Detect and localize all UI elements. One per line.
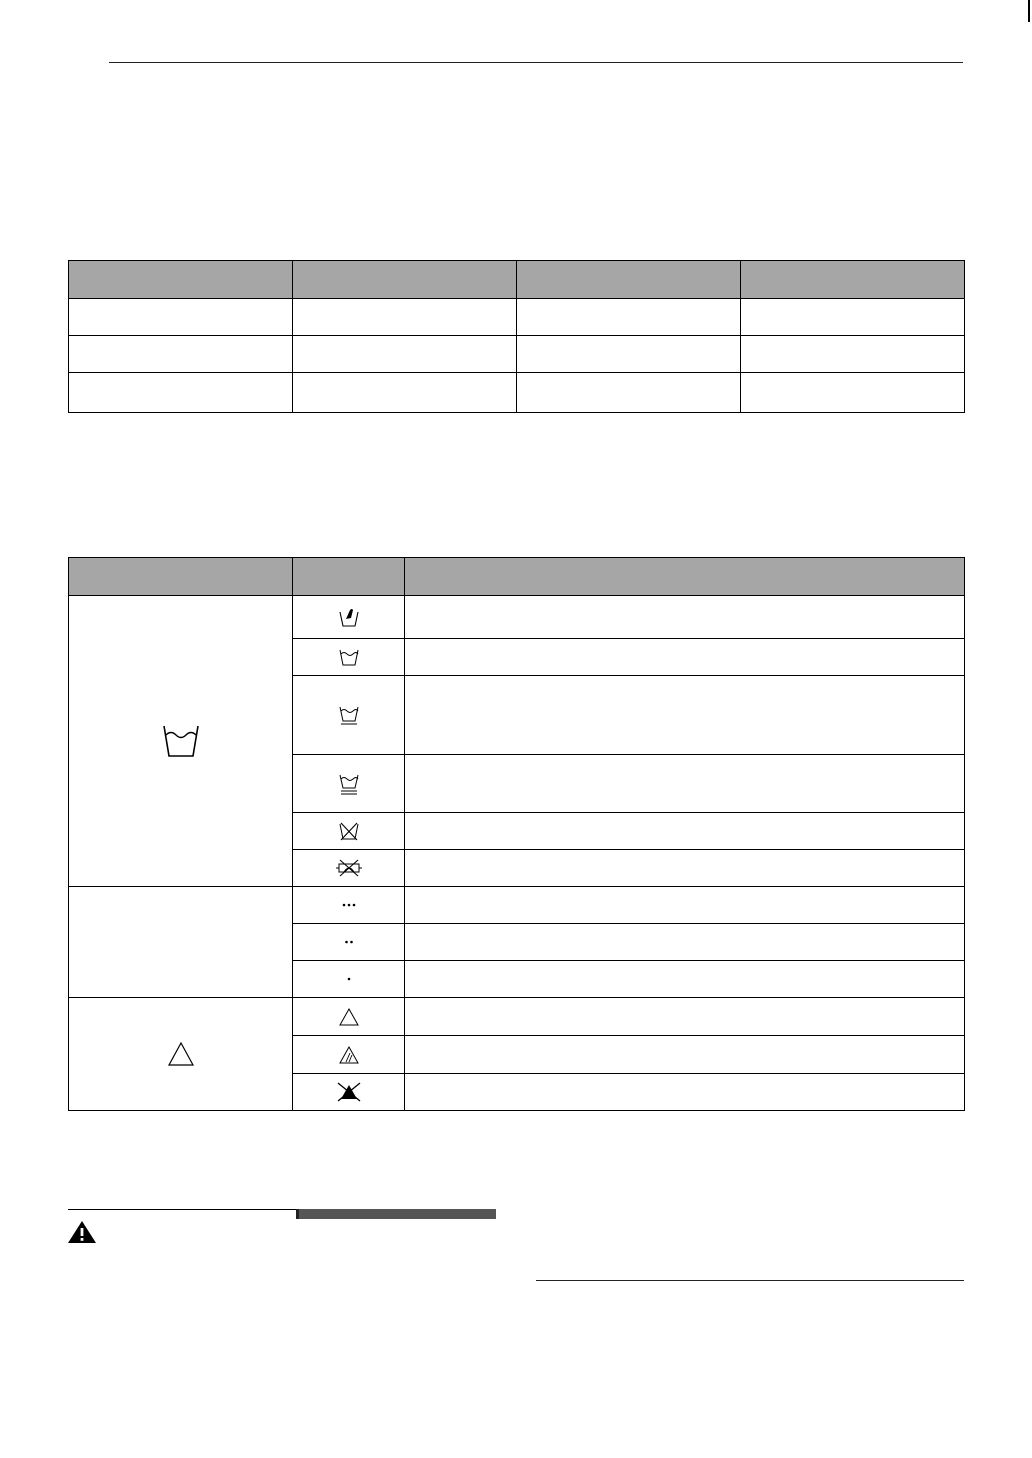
table-row	[69, 299, 965, 336]
symbol-cell	[293, 813, 405, 850]
specs-table	[68, 260, 965, 413]
symbol-cell	[293, 998, 405, 1036]
specs-cell	[741, 336, 965, 373]
page-edge-mark	[1028, 0, 1030, 22]
bottom-rule	[536, 1280, 964, 1281]
symbol-cell	[293, 639, 405, 676]
description-cell	[405, 639, 965, 676]
symbol-cell	[293, 596, 405, 639]
specs-cell	[293, 299, 517, 336]
description-cell	[405, 813, 965, 850]
do-not-wash-icon	[338, 821, 360, 841]
two-dots-icon	[343, 939, 355, 945]
care-header-cell	[293, 558, 405, 596]
description-cell	[405, 755, 965, 813]
table-row	[69, 373, 965, 413]
specs-header-cell	[293, 261, 517, 299]
specs-cell	[741, 299, 965, 336]
description-cell	[405, 596, 965, 639]
symbol-cell	[293, 961, 405, 998]
symbol-cell	[293, 924, 405, 961]
warning-rule	[68, 1209, 296, 1210]
wash-group-cell	[69, 596, 293, 887]
temperature-group-cell	[69, 887, 293, 998]
three-dots-icon	[341, 902, 357, 908]
specs-header-cell	[741, 261, 965, 299]
specs-cell	[69, 299, 293, 336]
bleach-any-icon	[338, 1007, 360, 1027]
care-header-cell	[405, 558, 965, 596]
specs-cell	[741, 373, 965, 413]
specs-cell	[69, 336, 293, 373]
specs-cell	[293, 336, 517, 373]
symbol-cell	[293, 1074, 405, 1111]
symbol-cell	[293, 887, 405, 924]
warning-header-bar	[296, 1209, 496, 1219]
bleach-triangle-icon	[167, 1041, 195, 1067]
symbol-cell	[293, 1036, 405, 1074]
specs-header-row	[69, 261, 965, 299]
top-rule	[109, 62, 963, 63]
specs-cell	[293, 373, 517, 413]
table-row	[69, 596, 965, 639]
table-row	[69, 336, 965, 373]
specs-cell	[517, 373, 741, 413]
wash-tub-gentle-icon	[338, 704, 360, 726]
specs-cell	[69, 373, 293, 413]
care-symbols-table	[68, 557, 965, 1111]
specs-header-cell	[69, 261, 293, 299]
wash-tub-normal-icon	[338, 647, 360, 667]
symbol-cell	[293, 676, 405, 755]
symbol-cell	[293, 755, 405, 813]
specs-header-cell	[517, 261, 741, 299]
bleach-non-chlorine-icon	[338, 1045, 360, 1065]
wash-tub-very-gentle-icon	[338, 772, 360, 796]
wash-tub-icon	[161, 723, 201, 759]
warning-triangle-icon	[67, 1220, 97, 1249]
description-cell	[405, 961, 965, 998]
table-row	[69, 998, 965, 1036]
description-cell	[405, 850, 965, 887]
do-not-bleach-icon	[335, 1081, 363, 1103]
description-cell	[405, 887, 965, 924]
description-cell	[405, 1036, 965, 1074]
specs-cell	[517, 336, 741, 373]
do-not-wring-icon	[335, 859, 363, 877]
wash-hand-icon	[338, 606, 360, 628]
table-row	[69, 887, 965, 924]
symbol-cell	[293, 850, 405, 887]
bleach-group-cell	[69, 998, 293, 1111]
one-dot-icon	[346, 976, 352, 982]
description-cell	[405, 676, 965, 755]
description-cell	[405, 1074, 965, 1111]
care-header-cell	[69, 558, 293, 596]
specs-cell	[517, 299, 741, 336]
care-header-row	[69, 558, 965, 596]
description-cell	[405, 998, 965, 1036]
description-cell	[405, 924, 965, 961]
